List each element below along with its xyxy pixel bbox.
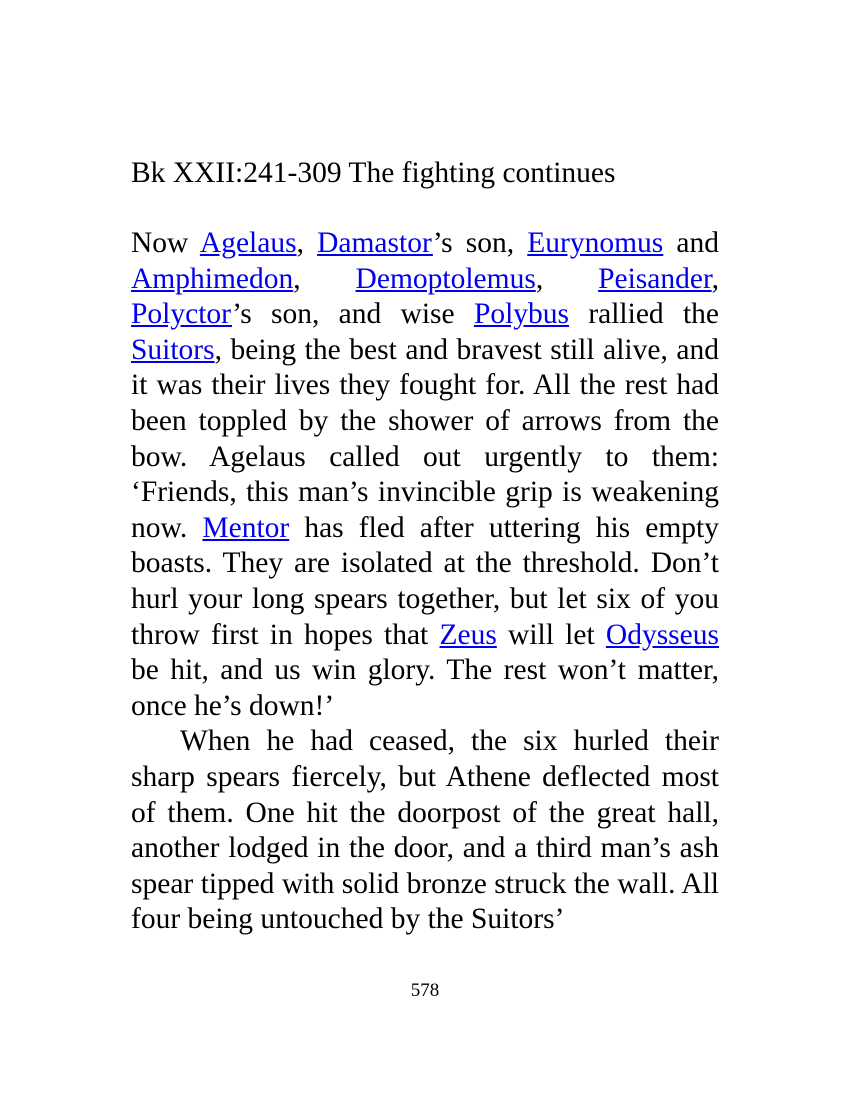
text-run: has fled after uttering his empty boasts. They are isolated at the threshold. Don’t hurl your long spears together, but let six of you throw first in hopes that (131, 511, 719, 651)
link-mentor[interactable]: Mentor (202, 511, 290, 544)
link-zeus[interactable]: Zeus (439, 618, 497, 651)
link-polybus[interactable]: Polybus (473, 298, 570, 331)
text-run: , (293, 262, 356, 295)
text-run: , being the best and bravest still alive, and it was their lives they fought for. All the rest had been toppled by the shower of arrows from the bow. Agelaus called out urgently to them: ‘Friends, this man’s invincible grip is weakening now. (131, 333, 719, 544)
link-agelaus[interactable]: Agelaus (199, 227, 297, 259)
text-run: will let (496, 618, 606, 651)
text-run: , (535, 262, 599, 295)
body-text (131, 226, 719, 938)
text-run: and (663, 227, 720, 259)
link-suitors[interactable]: Suitors (131, 333, 215, 366)
text-run: be hit, and us win glory. The rest won’t matter, once he’s down!’ (131, 654, 719, 722)
link-demoptolemus[interactable]: Demoptolemus (355, 262, 536, 295)
text-run: Now (131, 227, 200, 259)
link-polyctor[interactable]: Polyctor (131, 298, 233, 331)
link-eurynomus[interactable]: Eurynomus (527, 227, 664, 259)
text-run: ’s son, and wise (232, 298, 474, 331)
link-peisander[interactable]: Peisander (598, 262, 712, 295)
text-run: , (296, 227, 318, 259)
paragraph-1 (131, 226, 719, 724)
text-run: rallied the (569, 298, 720, 331)
text-run: , (711, 262, 719, 295)
page-number: 578 (410, 980, 440, 1001)
text-run: ’s son, (432, 227, 528, 259)
link-damastor[interactable]: Damastor (317, 227, 433, 259)
section-heading: Bk XXII:241-309 The fighting continues (131, 157, 616, 189)
paragraph-2: When he had ceased, the six hurled their sharp spears fiercely, but Athene deflected most of them. One hit the doorpost of the great hall, another lodged in the door, and a third man’s ash spear tipped with solid bronze struck the wall. All four being untouched by the Suitors’ (131, 725, 719, 936)
link-odysseus[interactable]: Odysseus (605, 618, 719, 651)
link-amphimedon[interactable]: Amphimedon (131, 262, 294, 295)
